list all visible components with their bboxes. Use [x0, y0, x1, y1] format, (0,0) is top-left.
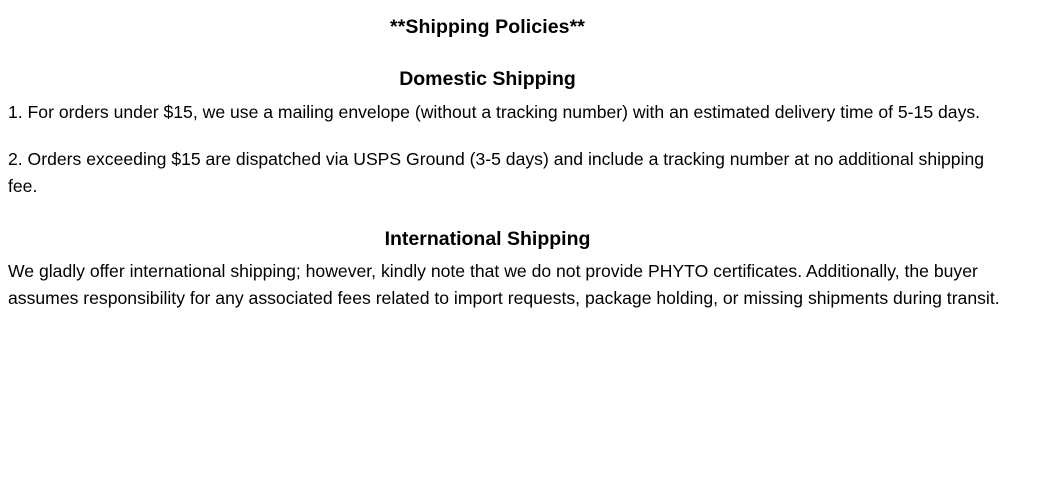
- international-shipping-paragraph-1: We gladly offer international shipping; however, kindly note that we do not provide PHYTO certificates. Additionally, the buyer assumes responsibility for any associated fees related to import requests, package holding, or missing shipments during transit.: [8, 261, 1000, 308]
- section-heading-international-shipping: International Shipping: [384, 227, 591, 250]
- paragraph-spacer: [8, 125, 1003, 146]
- page-title: **Shipping Policies**: [390, 16, 585, 38]
- domestic-shipping-paragraph-1: 1. For orders under $15, we use a mailing envelope (without a tracking number) with an estimated delivery time of 5-15 days.: [8, 101, 981, 122]
- section-heading-domestic-shipping: Domestic Shipping: [399, 68, 576, 91]
- domestic-shipping-paragraph-2: 2. Orders exceeding $15 are dispatched via USPS Ground (3-5 days) and include a tracking number at no additional shipping fee.: [8, 149, 985, 197]
